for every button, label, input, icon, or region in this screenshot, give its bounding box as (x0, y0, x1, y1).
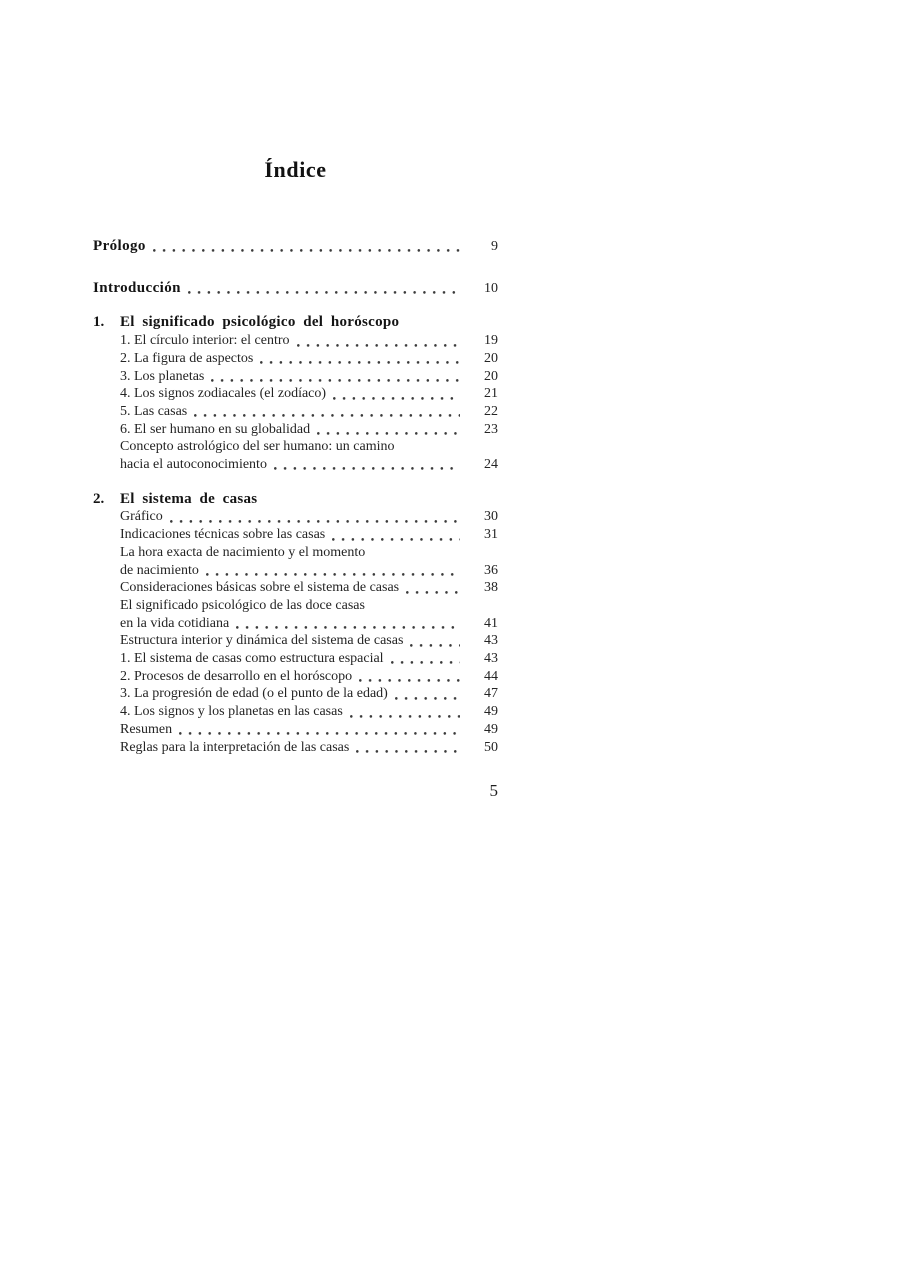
dot-leader (206, 562, 460, 580)
dot-leader (395, 685, 460, 703)
entry-label: 6. El ser humano en su globalidad (120, 421, 311, 437)
entry-label: El sistema de casas (120, 490, 258, 507)
entry-label: Estructura interior y dinámica del sistema de casas (120, 633, 404, 649)
chapter-number: 2. (93, 490, 105, 507)
dot-leader (297, 332, 461, 350)
entry-page-number: 30 (484, 509, 498, 525)
dot-leader (170, 508, 460, 526)
toc-entry (93, 508, 498, 526)
entry-label: 3. La progresión de edad (o el punto de la edad) (120, 686, 388, 702)
dot-leader (359, 668, 460, 686)
entry-label: 4. Los signos zodiacales (el zodíaco) (120, 386, 327, 402)
chapter-number: 1. (93, 314, 105, 331)
toc-chapter-heading (93, 314, 498, 332)
entry-label: en la vida cotidiana (120, 615, 230, 631)
toc-entry (93, 421, 498, 439)
entry-label: 5. Las casas (120, 403, 188, 419)
entry-page-number: 9 (491, 239, 498, 254)
toc-entry (93, 350, 498, 368)
entry-page-number: 20 (484, 368, 498, 384)
toc-entry (93, 615, 498, 633)
entry-label: Indicaciones técnicas sobre las casas (120, 527, 326, 543)
dot-leader (356, 739, 460, 757)
dot-leader (406, 579, 460, 597)
entry-label: Consideraciones básicas sobre el sistema de casas (120, 580, 400, 596)
table-of-contents (93, 0, 498, 801)
toc-entry (93, 562, 498, 580)
entry-label: El significado psicológico de las doce casas (120, 597, 365, 613)
dot-leader (236, 615, 460, 633)
dot-leader (153, 238, 460, 256)
entry-page-number: 38 (484, 580, 498, 596)
toc-entry (93, 332, 498, 350)
entry-label: 1. El sistema de casas como estructura espacial (120, 651, 384, 667)
entry-page-number: 31 (484, 527, 498, 543)
page-title: Índice (264, 157, 327, 182)
entry-page-number: 22 (484, 403, 498, 419)
page-number: 5 (489, 781, 498, 801)
entry-page-number: 20 (484, 350, 498, 366)
entry-label: Concepto astrológico del ser humano: un camino (120, 439, 395, 455)
dot-leader (179, 721, 460, 739)
entry-label: Reglas para la interpretación de las casas (120, 739, 350, 755)
entry-label: Prólogo (93, 238, 146, 254)
entry-page-number: 44 (484, 668, 498, 684)
entry-page-number: 41 (484, 615, 498, 631)
dot-leader (317, 421, 460, 439)
entry-page-number: 47 (484, 686, 498, 702)
dot-leader (211, 368, 460, 386)
toc-entry (93, 280, 498, 298)
entry-label: 4. Los signos y los planetas en las casas (120, 704, 343, 720)
dot-leader (194, 403, 460, 421)
dot-leader (391, 650, 460, 668)
toc-entry (93, 403, 498, 421)
entry-page-number: 21 (484, 386, 498, 402)
entry-label: 2. Procesos de desarrollo en el horóscopo (120, 668, 353, 684)
entry-page-number: 50 (484, 739, 498, 755)
entry-page-number: 43 (484, 651, 498, 667)
toc-entry (93, 579, 498, 597)
toc-entry (93, 685, 498, 703)
dot-leader (333, 385, 460, 403)
entry-label: 3. Los planetas (120, 368, 205, 384)
toc-entry (93, 238, 498, 256)
entry-label: de nacimiento (120, 562, 199, 578)
entry-page-number: 36 (484, 562, 498, 578)
entry-page-number: 10 (484, 280, 498, 296)
toc-chapter-heading (93, 491, 498, 509)
entry-page-number: 19 (484, 333, 498, 349)
toc-entry (93, 597, 498, 615)
dot-leader (260, 350, 460, 368)
entry-page-number: 43 (484, 633, 498, 649)
entry-label: La hora exacta de nacimiento y el momento (120, 544, 366, 560)
entry-page-number: 23 (484, 421, 498, 437)
entry-label: hacia el autoconocimiento (120, 457, 267, 473)
toc-entry (93, 650, 498, 668)
toc-entry (93, 632, 498, 650)
dot-leader (410, 632, 460, 650)
entry-label: Gráfico (120, 509, 163, 525)
entry-page-number: 49 (484, 721, 498, 737)
entry-page-number: 49 (484, 704, 498, 720)
entry-label: Resumen (120, 721, 173, 737)
toc-entry (93, 526, 498, 544)
entry-label: 2. La figura de aspectos (120, 350, 254, 366)
dot-leader (332, 526, 460, 544)
toc-entry (93, 385, 498, 403)
toc-entry (93, 368, 498, 386)
entry-page-number: 24 (484, 457, 498, 473)
dot-leader (188, 280, 460, 298)
toc-entry (93, 438, 498, 456)
toc-entry (93, 544, 498, 562)
toc-entry (93, 721, 498, 739)
toc-entry (93, 703, 498, 721)
toc-entry (93, 456, 498, 474)
toc-entry (93, 739, 498, 757)
toc-rows (93, 238, 498, 756)
dot-leader (274, 456, 460, 474)
entry-label: El significado psicológico del horóscopo (120, 314, 400, 331)
entry-label: Introducción (93, 279, 181, 296)
dot-leader (350, 703, 460, 721)
toc-entry (93, 668, 498, 686)
entry-label: 1. El círculo interior: el centro (120, 333, 290, 349)
